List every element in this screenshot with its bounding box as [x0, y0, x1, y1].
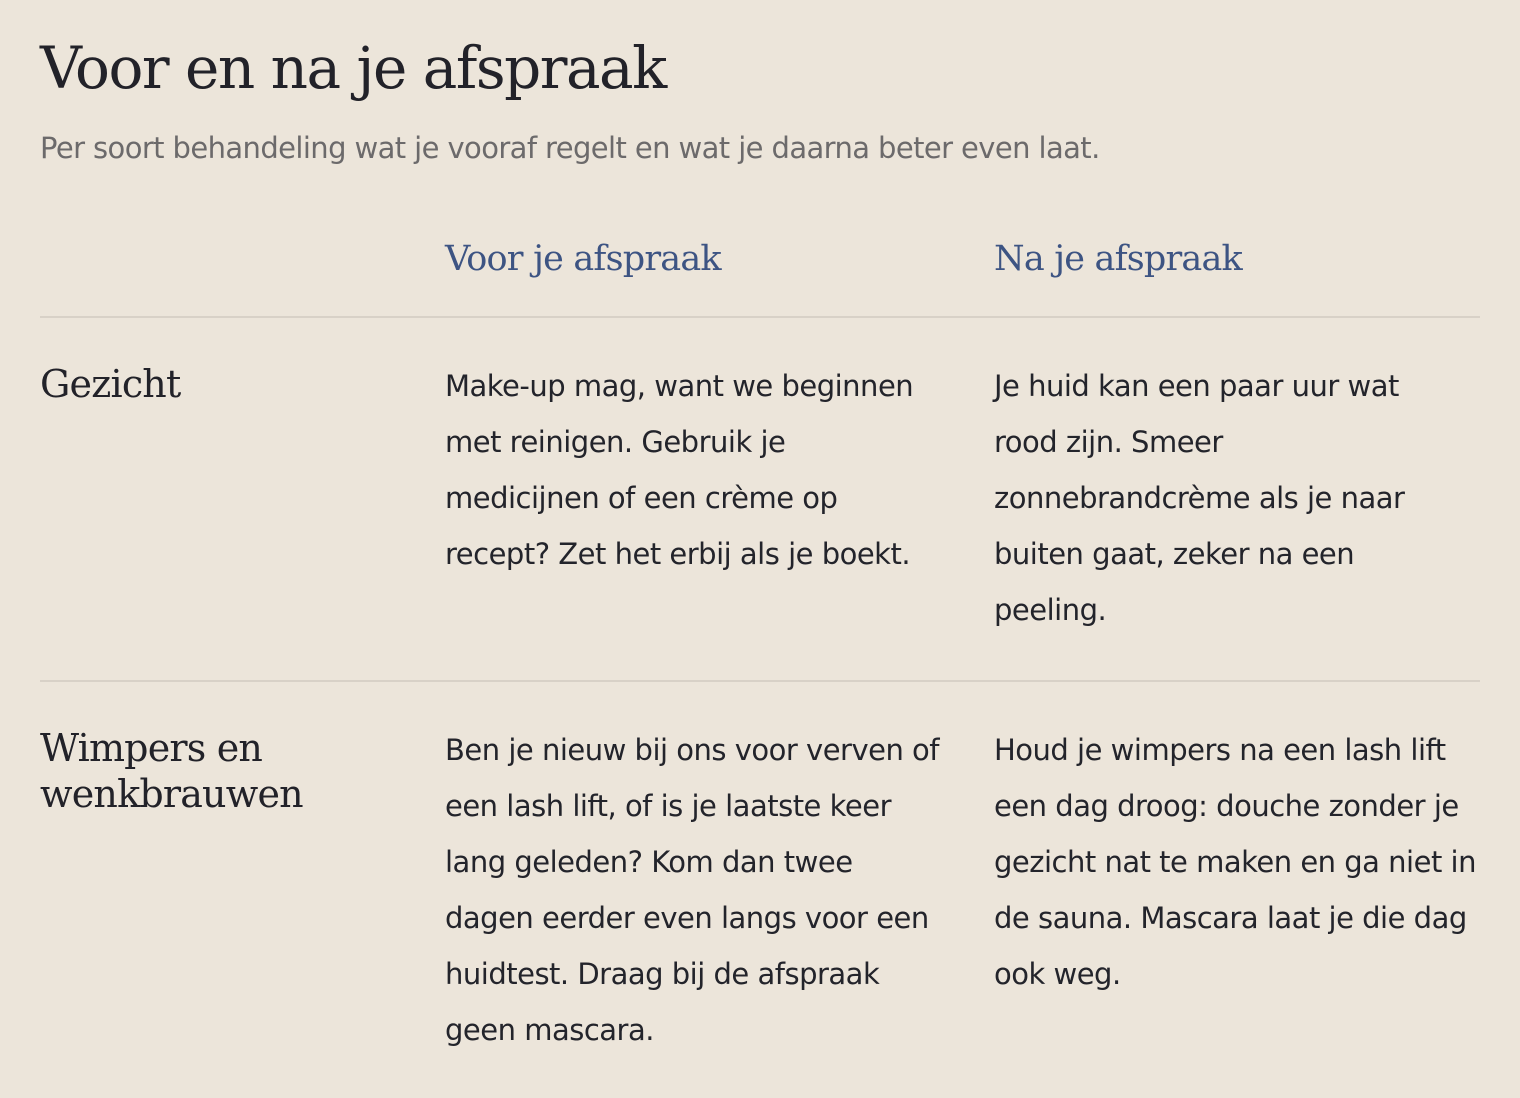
- cell-face-before: Make-up mag, want we beginnen met reinigen. Gebruik je medicijnen of een crème op recept? Zet het erbij als je boekt.: [445, 369, 914, 571]
- row-divider: [40, 680, 1480, 682]
- row-divider: [40, 316, 1480, 318]
- page-title: Voor en na je afspraak: [40, 34, 666, 102]
- column-header-before: Voor je afspraak: [445, 239, 721, 279]
- cell-face-after: Je huid kan een paar uur wat rood zijn. Smeer zonnebrandcrème als je naar buiten gaat, zeker na een peeling.: [994, 369, 1405, 627]
- column-header-after: Na je afspraak: [994, 239, 1242, 279]
- cell-lashes-after: Houd je wimpers na een lash lift een dag droog: douche zonder je gezicht nat te maken en ga niet in de sauna. Mascara laat je die dag ook weg.: [994, 733, 1476, 991]
- row-label-lashes-brows: Wimpers en wenkbrauwen: [40, 726, 303, 816]
- cell-lashes-before: Ben je nieuw bij ons voor verven of een lash lift, of is je laatste keer lang geleden? Kom dan twee dagen eerder even langs voor een huidtest. Draag bij de afspraak geen mascara.: [445, 733, 940, 1047]
- row-label-face: Gezicht: [40, 362, 181, 406]
- page-subtitle: Per soort behandeling wat je vooraf regelt en wat je daarna beter even laat.: [40, 131, 1100, 165]
